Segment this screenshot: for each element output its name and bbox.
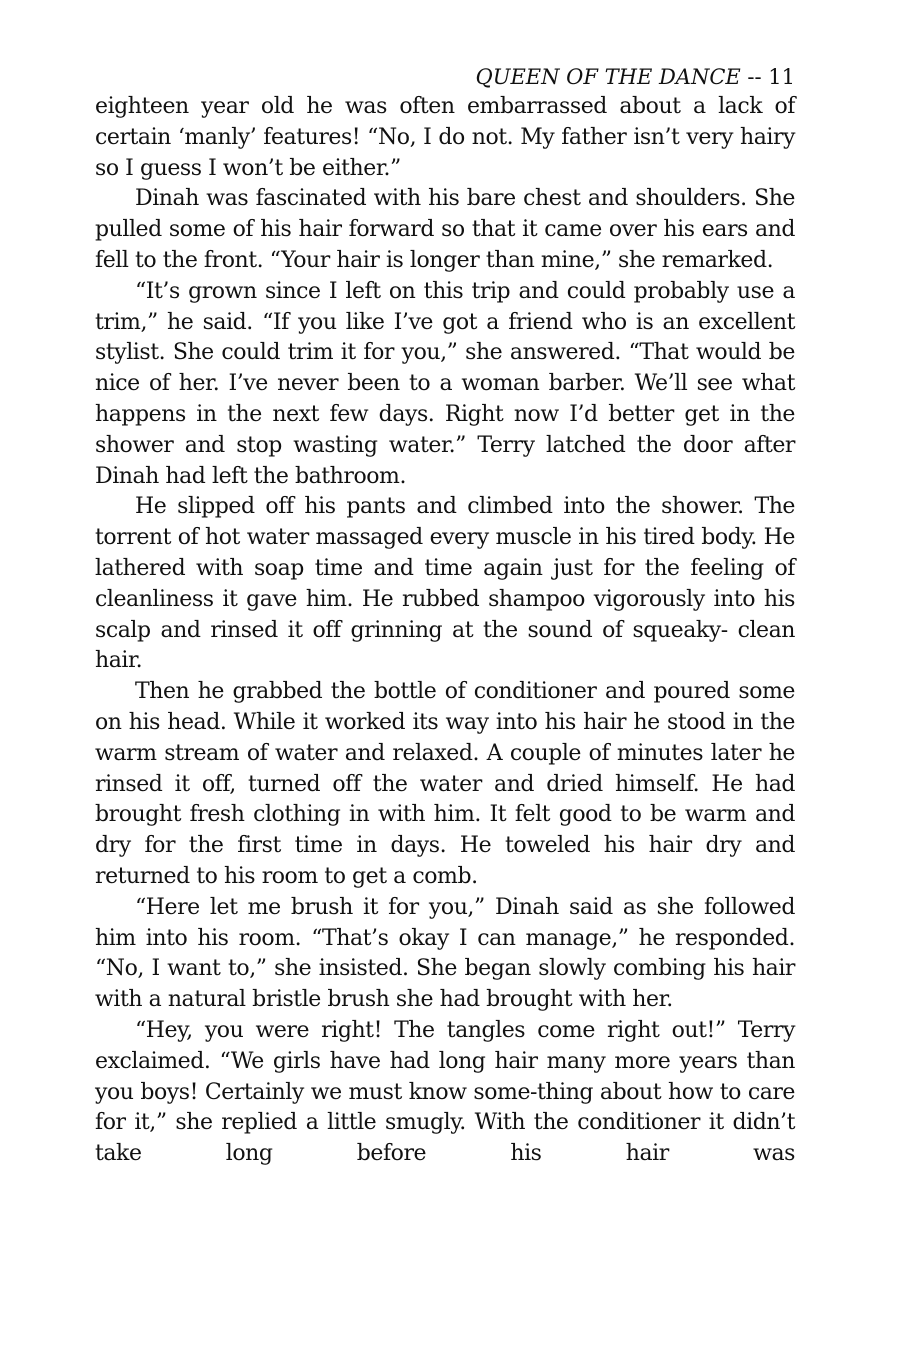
page-number: 11 — [768, 65, 795, 89]
running-title: QUEEN OF THE DANCE — [475, 65, 741, 89]
running-header — [95, 62, 795, 92]
paragraph: “Here let me brush it for you,” Dinah said as she followed him into his room. “That’s okay I can manage,” he responded. “No, I want to,” she insisted. She began slowly combing his hair with a natural bristle brush she had brought with her. — [95, 894, 795, 1013]
paragraph: “It’s grown since I left on this trip and could probably use a trim,” he said. “If you like I’ve got a friend who is an excellent stylist. She could trim it for you,” she answered. “That would be nice of her. I’ve never been to a woman barber. We’ll see what happens in the next few days. Right now I’d better get in the shower and stop wasting water.” Terry latched the door after Dinah had left the bathroom. — [95, 278, 795, 489]
paragraph-continues: “Hey, you were right! The tangles come right out!” Terry exclaimed. “We girls have had long hair many more years than you boys! Certainly we must know some-thing about how to care for it,” she replied a little smugly. With the conditioner it didn’t take long before his hair was — [95, 1017, 795, 1167]
paragraph: He slipped off his pants and climbed into the shower. The torrent of hot water massaged every muscle in his tired body. He lathered with soap time and time again just for the feeling of cleanliness it gave him. He rubbed shampoo vigorously into his scalp and rinsed it off grinning at the sound of squeaky- clean hair. — [95, 494, 795, 674]
paragraph-continued: eighteen year old he was often embarrassed about a lack of certain ‘manly’ features! “No, I do not. My father isn’t very hairy so I guess I won’t be either.” — [95, 94, 795, 181]
book-page — [95, 62, 795, 1170]
paragraph: Then he grabbed the bottle of conditioner and poured some on his head. While it worked its way into his hair he stood in the warm stream of water and relaxed. A couple of minutes later he rinsed it off, turned off the water and dried himself. He had brought fresh clothing in with him. It felt good to be warm and dry for the first time in days. He toweled his hair dry and returned to his room to get a comb. — [95, 679, 795, 889]
body-text — [95, 92, 795, 1170]
header-separator: -- — [740, 65, 769, 89]
paragraph: Dinah was fascinated with his bare chest and shoulders. She pulled some of his hair forward so that it came over his ears and fell to the front. “Your hair is longer than mine,” she remarked. — [95, 186, 795, 273]
